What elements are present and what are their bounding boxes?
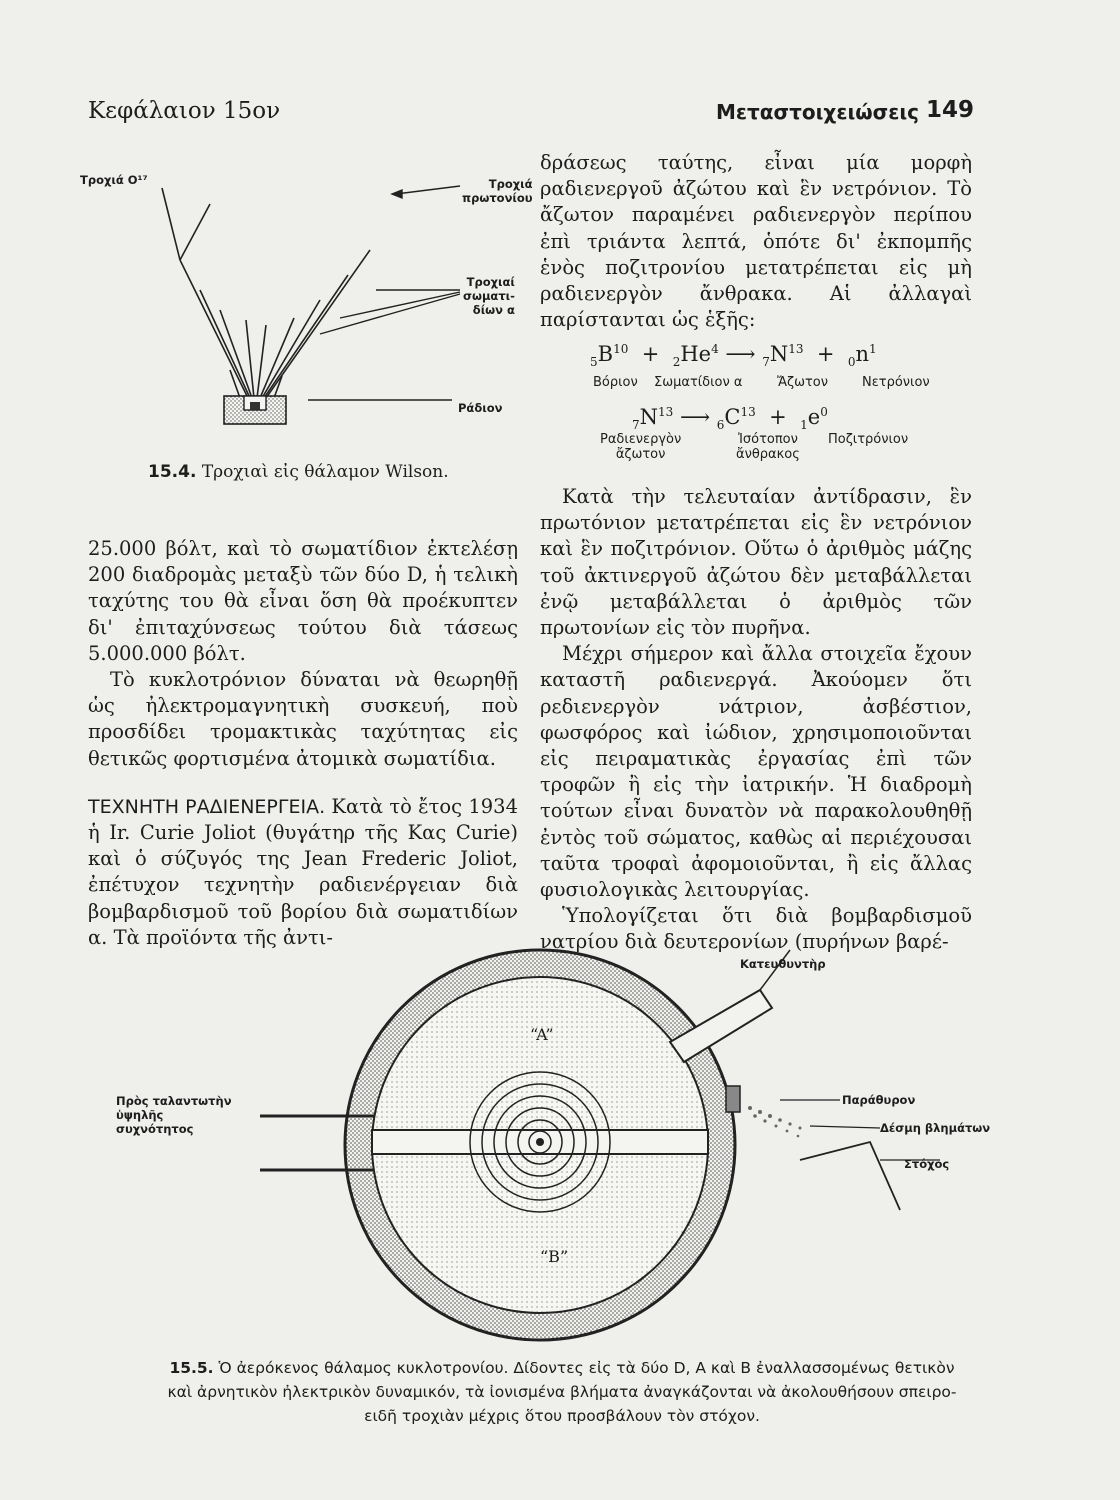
oxygen-track-label: Τροχιά O¹⁷ xyxy=(80,173,148,187)
target xyxy=(800,1142,900,1210)
ion-source xyxy=(536,1138,544,1146)
eq2-label-radio-line1: Ραδιενεργὸν xyxy=(600,432,682,447)
eq1-helium-symbol: He xyxy=(680,342,712,366)
eq1-neutron-symbol: n xyxy=(855,342,869,366)
dee-a-label: “A” xyxy=(530,1025,554,1044)
alpha-tracks-label xyxy=(463,275,515,317)
running-head-chapter: Κεφάλαιον 15ον xyxy=(88,98,281,124)
dee-b-label: “B” xyxy=(540,1247,569,1266)
radium-label: Ράδιον xyxy=(458,401,503,415)
window-label: Παράθυρον xyxy=(842,1093,916,1107)
left-paragraph-3-text: Κατὰ τὸ ἔτος 1934 ἡ Ir. Curie Joliot (θυγάτηρ τῆς Κας Curie) καὶ ὁ σύζυγός της Jean Frederic Joliot, ἐπέτυχον τεχνητὴν ραδιενέργειαν διὰ βομβαρδισμοῦ τοῦ βορίου διὰ σωματιδίων α. Τὰ προϊόντα τῆς ἀντι- xyxy=(88,794,518,949)
eq1-helium-mass: 4 xyxy=(711,342,719,356)
eq1-boron-atomic: 5 xyxy=(590,355,598,370)
cyclotron-figure xyxy=(240,940,980,1360)
eq1-label-alpha: Σωματίδιον α xyxy=(654,375,743,390)
eq2-arrow-icon: ⟶ xyxy=(679,405,711,429)
eq2-nitrogen-atomic: 7 xyxy=(632,418,640,433)
eq2-label-positron: Ποζιτρόνιον xyxy=(828,432,909,447)
oscillator-label-line3: συχνότητος xyxy=(116,1122,194,1136)
target-label: Στόχος xyxy=(904,1157,950,1171)
figure-15-5-caption xyxy=(92,1356,1032,1428)
alpha-tracks-label-line3: δίων α xyxy=(472,303,515,317)
left-paragraph-2: Τὸ κυκλοτρόνιον δύναται νὰ θεωρηθῇ ὡς ἠλεκτρομαγνητικὴ συσκευή, ποὺ προσδίδει τρομακτικὰς ταχύτητας εἰς θετικῶς φορτισμένα ἀτομικὰ σωματίδια. xyxy=(88,668,518,770)
figure-15-5-number: 15.5. xyxy=(169,1359,214,1377)
eq1-label-neutron: Νετρόνιον xyxy=(862,375,930,390)
eq2-carbon-atomic: 6 xyxy=(716,418,725,433)
eq2-label-isotope-line1: Ἰσότοπον xyxy=(737,432,798,447)
right-paragraph-4: Ὑπολογίζεται ὅτι διὰ βομβαρδισμοῦ νατρίου διὰ δευτερονίων (πυρήνων βαρέ- xyxy=(540,904,972,954)
equation-1 xyxy=(590,342,877,369)
beam-label: Δέσμη βλημάτων xyxy=(880,1121,991,1135)
left-paragraph-1: 25.000 βόλτ, καὶ τὸ σωματίδιον ἐκτελέσῃ 200 διαδρομὰς μεταξὺ τῶν δύο D, ἡ τελικὴ ταχύτης του θὰ εἶναι ὅση θὰ προέκυπτεν δι' ἐπιταχύνσεως τούτου διὰ τάσεως 5.000.000 βόλτ. xyxy=(88,537,518,665)
eq1-plus-2: + xyxy=(816,342,835,366)
eq2-positron-mass: 0 xyxy=(820,405,828,419)
right-paragraph-3: Μέχρι σήμερον καὶ ἄλλα στοιχεῖα ἔχουν καταστῆ ραδιενεργά. Ἀκούομεν ὅτι ρεδιενεργὸν νάτριον, ἀσβέστιον, φωσφόρος καὶ ἰώδιον, χρησιμοποιοῦνται εἰς πειραματικὰς ἐργασίας ἐπὶ τῶν τροφῶν ἢ εἰς τὴν ἰατρικήν. Ἡ διαδρομὴ τούτων εἶναι δυνατὸν νὰ παρακολουθηθῇ ἐντὸς τοῦ σώματος, καθὼς αἱ περιέχουσαι ταῦτα τροφαὶ ἀφομοιοῦνται, ἢ εἰς ἄλλας φυσιολογικὰς λειτουργίας. xyxy=(540,642,972,902)
eq2-nitrogen-symbol: N xyxy=(639,405,659,429)
eq1-boron-mass: 10 xyxy=(613,342,629,356)
eq2-label-radioactive-nitrogen xyxy=(600,432,681,462)
left-column xyxy=(88,536,518,951)
eq2-label-radio-line2: ἄζωτον xyxy=(615,447,666,462)
alpha-tracks-label-line1: Τροχιαί xyxy=(466,275,515,289)
eq1-nitrogen-atomic: 7 xyxy=(762,355,770,370)
beam xyxy=(748,1106,802,1137)
running-head-section: Μεταστοιχειώσεις xyxy=(716,100,919,124)
eq1-neutron-atomic: 0 xyxy=(847,355,856,370)
proton-track-label-line2: πρωτονίου xyxy=(462,191,533,205)
label-arrows xyxy=(308,186,460,400)
eq1-label-boron: Βόριον xyxy=(593,375,638,390)
eq1-arrow-icon: ⟶ xyxy=(725,342,756,366)
equation-2 xyxy=(632,405,828,432)
eq2-label-carbon-isotope xyxy=(736,432,800,462)
page-number: 149 xyxy=(926,97,975,123)
figure-15-5-caption-line1 xyxy=(92,1356,1032,1380)
director-label: Κατευθυντὴρ xyxy=(740,957,826,971)
eq2-carbon-symbol: C xyxy=(724,405,741,429)
eq1-helium-atomic: 2 xyxy=(672,355,681,370)
eq1-nitrogen-mass: 13 xyxy=(788,342,804,356)
eq2-nitrogen-mass: 13 xyxy=(658,405,674,419)
eq2-plus: + xyxy=(769,405,787,429)
eq2-carbon-mass: 13 xyxy=(740,405,756,419)
eq2-label-isotope-line2: ἄνθρακος xyxy=(736,447,800,462)
proton-track-label xyxy=(462,177,533,205)
right-paragraph-2: Κατὰ τὴν τελευταίαν ἀντίδρασιν, ἓν πρωτόνιον μετατρέπεται εἰς ἓν νετρόνιον καὶ ἓν ποζιτρόνιον. Οὕτω ὁ ἀριθμὸς μάζης τοῦ ἀκτινεργοῦ ἀζώτου δὲν μεταβάλλεται ἐνῷ μεταβάλλεται ὁ ἀριθμὸς τῶν πρωτονίων εἰς τὸν πυρῆνα. xyxy=(540,485,972,640)
artificial-radioactivity-heading: ΤΕΧΝΗΤΗ ΡΑΔΙΕΝΕΡΓΕΙΑ. xyxy=(88,795,326,818)
eq2-positron-symbol: e xyxy=(807,405,821,429)
proton-track-label-line1: Τροχιά xyxy=(488,177,533,191)
figure-15-5-caption-line1-text: Ὁ ἀερόκενος θάλαμος κυκλοτρονίου. Δίδοντες εἰς τὰ δύο D, A καὶ B ἐναλλασσομένως θετικὸν xyxy=(218,1359,955,1377)
oscillator-label xyxy=(116,1094,232,1136)
eq1-plus-1: + xyxy=(641,342,660,366)
radium-source xyxy=(224,396,286,424)
right-paragraph-1: δράσεως ταύτης, εἶναι μία μορφὴ ραδιενεργοῦ ἀζώτου καὶ ἓν νετρόνιον. Τὸ ἄζωτον παραμένει ραδιενεργὸν περίπου ἐπὶ τριάντα λεπτά, ὁπότε δι' ἐκπομπῆς ἑνὸς ποζιτρονίου μετατρέπεται εἰς μὴ ραδιενεργὸν ἄνθρακα. Αἱ ἀλλαγαὶ παρίστανται ὡς ἑξῆς: xyxy=(540,151,972,332)
right-column-bottom xyxy=(540,484,972,956)
eq2-positron-atomic: 1 xyxy=(800,418,808,433)
right-column-top xyxy=(540,150,972,333)
wilson-chamber-figure xyxy=(80,150,520,450)
figure-15-5-caption-line2: καὶ ἀρνητικὸν ἠλεκτρικὸν δυναμικόν, τὰ ἰονισμένα βλήματα ἀναγκάζονται νὰ ἀκολουθήσουν σπειρο- xyxy=(167,1383,957,1401)
figure-15-4-caption xyxy=(148,462,449,482)
eq1-boron-symbol: B xyxy=(597,342,614,366)
alpha-tracks-label-line2: σωματι- xyxy=(463,289,515,303)
eq1-label-nitrogen: Ἄζωτον xyxy=(777,375,828,390)
eq1-nitrogen-symbol: N xyxy=(769,342,789,366)
figure-15-5-caption-line3: ειδῆ τροχιὰν μέχρις ὅτου προσβάλουν τὸν στόχον. xyxy=(364,1407,760,1425)
figure-15-4-number: 15.4. xyxy=(148,462,197,482)
window xyxy=(726,1086,740,1112)
left-paragraph-3 xyxy=(88,794,518,951)
oscillator-label-line1: Πρὸς ταλαντωτὴν xyxy=(116,1094,232,1108)
figure-15-4-caption-text: Τροχιαὶ εἰς θάλαμον Wilson. xyxy=(201,462,449,482)
oscillator-label-line2: ὑψηλῆς xyxy=(116,1108,164,1122)
eq1-neutron-mass: 1 xyxy=(869,342,877,356)
particle-tracks xyxy=(162,188,370,398)
